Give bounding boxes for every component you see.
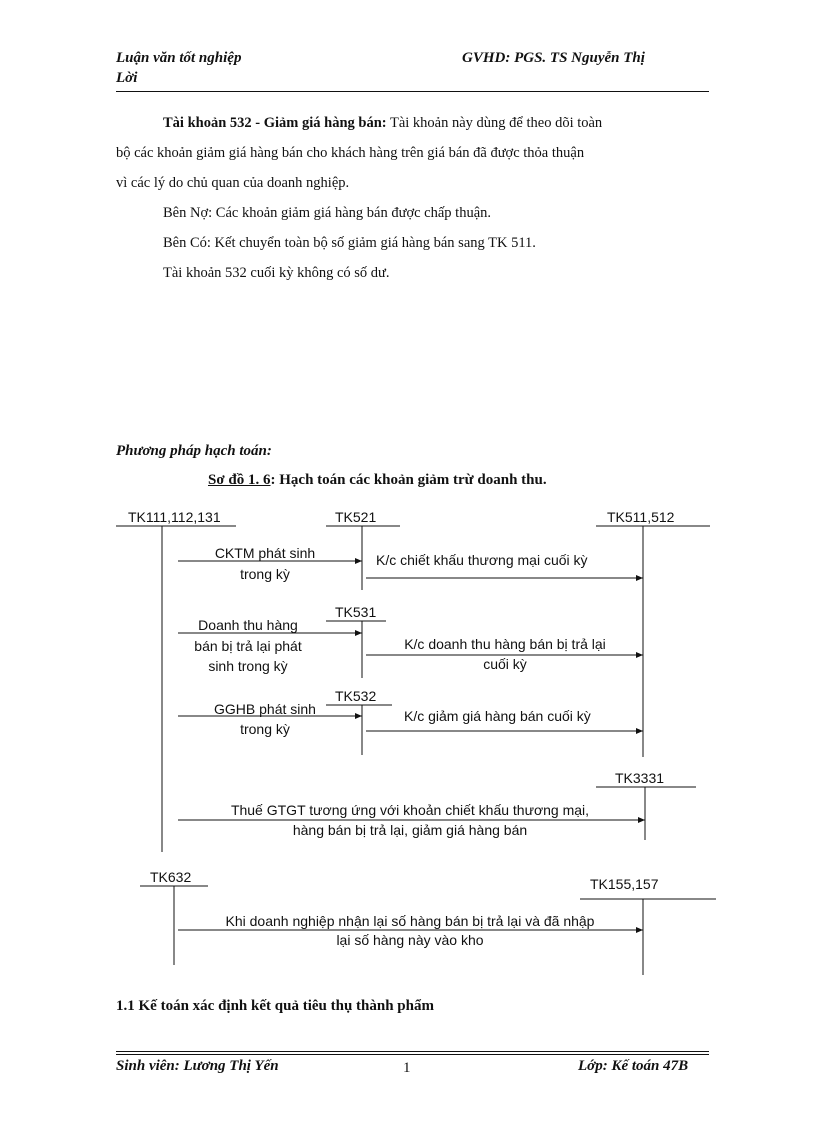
intro-line-3: vì các lý do chủ quan của doanh nghiệp.: [116, 175, 350, 191]
method-heading: Phương pháp hạch toán:: [116, 443, 272, 459]
label-return-2: lại số hàng này vào kho: [336, 932, 484, 948]
account-tk632: TK632: [150, 869, 192, 885]
account-tk531: TK531: [335, 604, 377, 620]
account-tk3331: TK3331: [615, 770, 665, 786]
intro-line-2: bộ các khoản giảm giá hàng bán cho khách hàng trên giá bán đã được thỏa thuận: [116, 145, 585, 161]
label-kc-gg: K/c giảm giá hàng bán cuối kỳ: [404, 708, 591, 724]
footer-rule-top: [116, 1051, 709, 1052]
label-gghb-2: trong kỳ: [240, 721, 290, 737]
label-cktm-2: trong kỳ: [240, 566, 290, 582]
label-dt-2: bán bị trả lại phát: [194, 638, 302, 654]
page-number: 1: [403, 1060, 411, 1076]
diagram-number: Sơ đồ 1. 6: [208, 472, 271, 488]
label-vat-2: hàng bán bị trả lại, giảm giá hàng bán: [292, 822, 528, 838]
footer-rule-bottom: [116, 1054, 709, 1055]
diagram-caption: : Hạch toán các khoản giảm trừ doanh thu.: [270, 472, 547, 488]
label-return-1: Khi doanh nghiệp nhận lại số hàng bán bị trả lại và đã nhập: [225, 913, 595, 929]
label-kc-dt-2: cuối kỳ: [483, 656, 527, 672]
label-dt-3: sinh trong kỳ: [208, 658, 288, 674]
account-tk511: TK511,512: [607, 509, 675, 525]
label-vat-1: Thuế GTGT tương ứng với khoản chiết khấu thương mại,: [230, 802, 590, 818]
footer-class: Lớp: Kế toán 47B: [578, 1058, 689, 1074]
header-title-continued: Lời: [116, 70, 138, 86]
account-tk521: TK521: [335, 509, 377, 525]
label-kc-cktm: K/c chiết khấu thương mại cuối kỳ: [376, 552, 588, 568]
label-cktm-1: CKTM phát sinh: [214, 545, 316, 561]
label-gghb-1: GGHB phát sinh: [214, 701, 316, 717]
section-heading: 1.1 Kế toán xác định kết quả tiêu thụ thành phẩm: [116, 998, 434, 1014]
balance-note: Tài khoản 532 cuối kỳ không có số dư.: [163, 265, 390, 281]
header-title: Luận văn tốt nghiệp: [116, 50, 242, 66]
account-term: Tài khoản 532 - Giảm giá hàng bán:: [163, 115, 387, 131]
credit-side: Bên Có: Kết chuyển toàn bộ số giảm giá hàng bán sang TK 511.: [163, 235, 536, 251]
account-tk155: TK155,157: [590, 876, 659, 892]
account-tk532: TK532: [335, 688, 377, 704]
header-supervisor: GVHD: PGS. TS Nguyễn Thị: [462, 50, 645, 66]
intro-text-1: Tài khoản này dùng để theo dõi toàn: [386, 115, 603, 131]
debit-side: Bên Nợ: Các khoản giảm giá hàng bán được chấp thuận.: [163, 205, 492, 221]
label-dt-1: Doanh thu hàng: [198, 617, 298, 633]
label-kc-dt-1: K/c doanh thu hàng bán bị trả lại: [404, 636, 606, 652]
account-tk111: TK111,112,131: [128, 509, 221, 525]
footer-student: Sinh viên: Lương Thị Yến: [116, 1058, 279, 1074]
